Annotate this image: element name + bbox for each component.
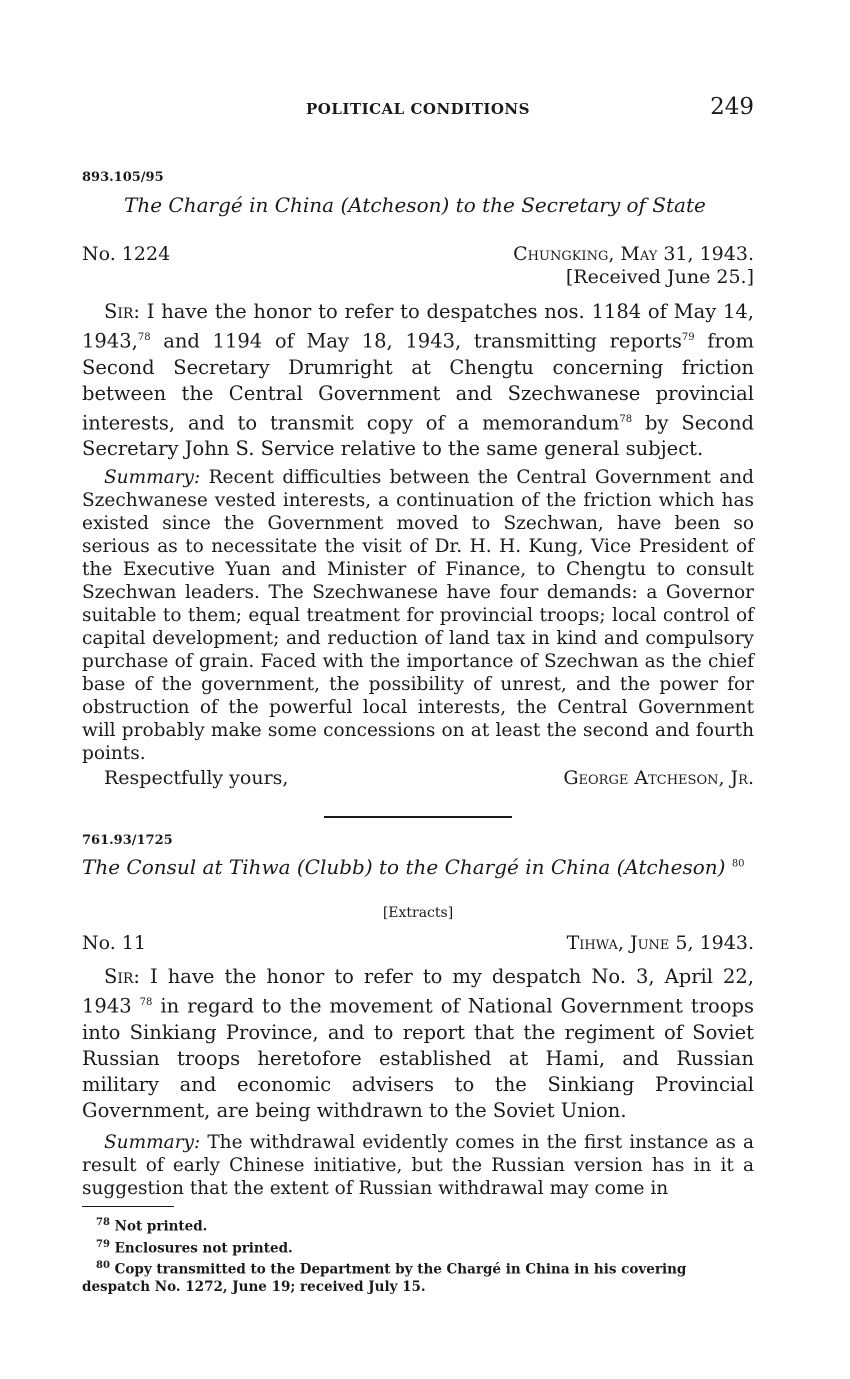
doc2-title xyxy=(82,855,745,879)
doc2-dateline xyxy=(82,932,754,958)
running-title: POLITICAL CONDITIONS xyxy=(306,100,530,118)
footnote-ref-78b: 78 xyxy=(619,413,633,425)
doc1-summary-label: Summary: xyxy=(104,467,201,488)
page-number: 249 xyxy=(710,94,754,120)
doc1-summary-text: Recent difficulties between the Central Government and Szechwanese vested interests, a continuation of the friction which has existed since the Government moved to Szechwan, have been so serious as to necessitate the visit of Dr. H. H. Kung, Vice President of the Executive Yuan and Minister of Finance, to Chengtu to consult Szechwan leaders. The Szechwanese have four demands: a Governor suitable to them; equal treatment for provincial troops; local control of capital development; and reduction of land tax in kind and compulsory purchase of grain. Faced with the importance of Szechwan as the chief base of the government, the possibility of unrest, and the power for obstruction of the powerful local interests, the Central Government will probably make some concessions on at least the second and fourth points. xyxy=(82,467,754,764)
running-header xyxy=(82,96,754,126)
footnote-ref-78: 78 xyxy=(137,332,151,343)
footnote-text: Not printed. xyxy=(114,1218,208,1235)
doc1-file-number: 893.105/95 xyxy=(82,170,164,185)
doc1-signature: George Atcheson, Jr. xyxy=(563,767,754,789)
doc1-summary xyxy=(82,466,754,765)
footnote-ref-78c: 78 xyxy=(139,997,153,1008)
footnote-ref-80: 80 xyxy=(731,858,745,870)
doc2-summary-text: The withdrawal evidently comes in the first instance as a result of early Chinese initiative, but the Russian version has in it a suggestion that the extent of Russian withdrawal may come in xyxy=(82,1132,754,1199)
footnote-79 xyxy=(82,1236,754,1258)
doc2-title-text: The Consul at Tihwa (Clubb) to the Chargé in China (Atcheson) xyxy=(82,855,726,879)
footnote-text: Enclosures not printed. xyxy=(114,1240,293,1256)
doc1-salutation: Sir: xyxy=(104,300,140,323)
doc2-salutation: Sir: xyxy=(104,965,140,988)
doc2-number: No. 11 xyxy=(82,932,146,954)
section-divider xyxy=(324,816,512,818)
doc2-extracts-label: [Extracts] xyxy=(382,905,454,921)
footnote-rule xyxy=(82,1206,174,1207)
footnote-mark: 79 xyxy=(96,1238,110,1250)
footnote-80 xyxy=(82,1257,754,1296)
doc2-summary-label: Summary: xyxy=(104,1132,201,1153)
doc1-number: No. 1224 xyxy=(82,243,171,265)
footnote-mark: 78 xyxy=(96,1217,110,1228)
footnote-78 xyxy=(82,1214,754,1236)
doc1-paragraph xyxy=(82,299,754,462)
doc1-para-text-c: from Second Secretary Drumright at Chengtu concerning friction between the Central Government and Szechwanese provincial interests, and to transmit copy of a memorandum xyxy=(82,329,755,434)
doc2-summary xyxy=(82,1131,754,1200)
doc2-para-text-a: I have the honor to refer to my despatch No. 3, April 22, 1943 xyxy=(82,965,755,1018)
doc1-para-text-a: I have the honor to refer to despatches nos. 1184 of May 14, 1943, xyxy=(82,300,754,353)
doc1-received-line xyxy=(82,266,754,292)
doc1-place-date: Chungking, May 31, 1943. xyxy=(513,243,754,265)
footnotes xyxy=(82,1214,754,1296)
doc2-para-text-b: in regard to the movement of National Government troops into Sinkiang Province, and to report that the regiment of Soviet Russian troops heretofore established at Hami, and Russian military and economic advisers to the Sinkiang Provincial Government, are being withdrawn to the Soviet Union. xyxy=(82,994,754,1122)
doc1-title: The Chargé in China (Atcheson) to the Secretary of State xyxy=(124,193,706,217)
footnote-text: Copy transmitted to the Department by the Chargé in China in his covering despatch No. 1272, June 19; received July 15. xyxy=(82,1261,687,1295)
doc1-para-text-b: and 1194 of May 18, 1943, transmitting reports xyxy=(150,329,682,353)
footnote-ref-79: 79 xyxy=(681,332,695,343)
doc1-closing: Respectfully yours, xyxy=(104,767,289,789)
footnote-mark: 80 xyxy=(96,1260,110,1271)
doc2-paragraph xyxy=(82,964,754,1124)
doc1-para-text-d: by Second Secretary John S. Service relative to the same general subject. xyxy=(82,411,755,460)
doc2-file-number: 761.93/1725 xyxy=(82,833,173,848)
doc2-place-date: Tihwa, June 5, 1943. xyxy=(566,932,754,954)
doc1-received: [Received June 25.] xyxy=(565,266,754,288)
